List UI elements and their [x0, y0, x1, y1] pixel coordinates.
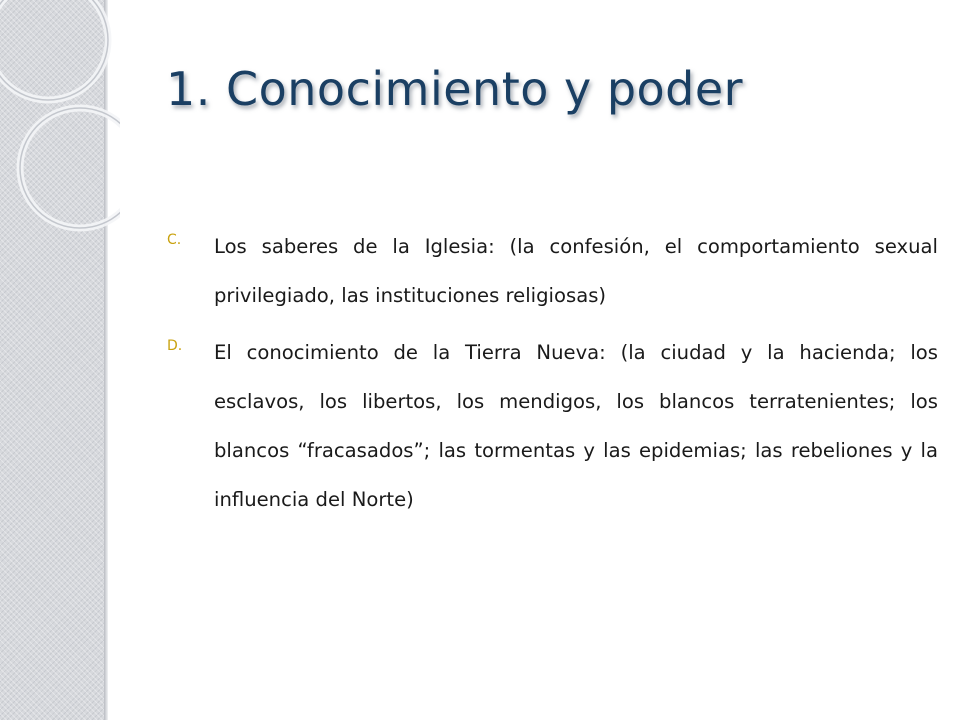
- list-marker: D.: [167, 338, 183, 354]
- decorative-rings-icon: [0, 0, 120, 260]
- list-marker: C.: [167, 232, 182, 248]
- list-item: [166, 222, 938, 320]
- list-item-text: Los saberes de la Iglesia: (la confesión, el comportamiento sexual privilegiado, las instituciones religiosas): [214, 235, 938, 307]
- list-item: [166, 328, 938, 524]
- list-item-text: El conocimiento de la Tierra Nueva: (la ciudad y la hacienda; los esclavos, los libertos, los mendigos, los blancos terratenientes; los blancos “fracasados”; las tormentas y las epidemias; las rebeliones y la influencia del Norte): [214, 341, 938, 511]
- slide-title: 1. Conocimiento y poder: [166, 62, 744, 116]
- content-list: [166, 222, 938, 532]
